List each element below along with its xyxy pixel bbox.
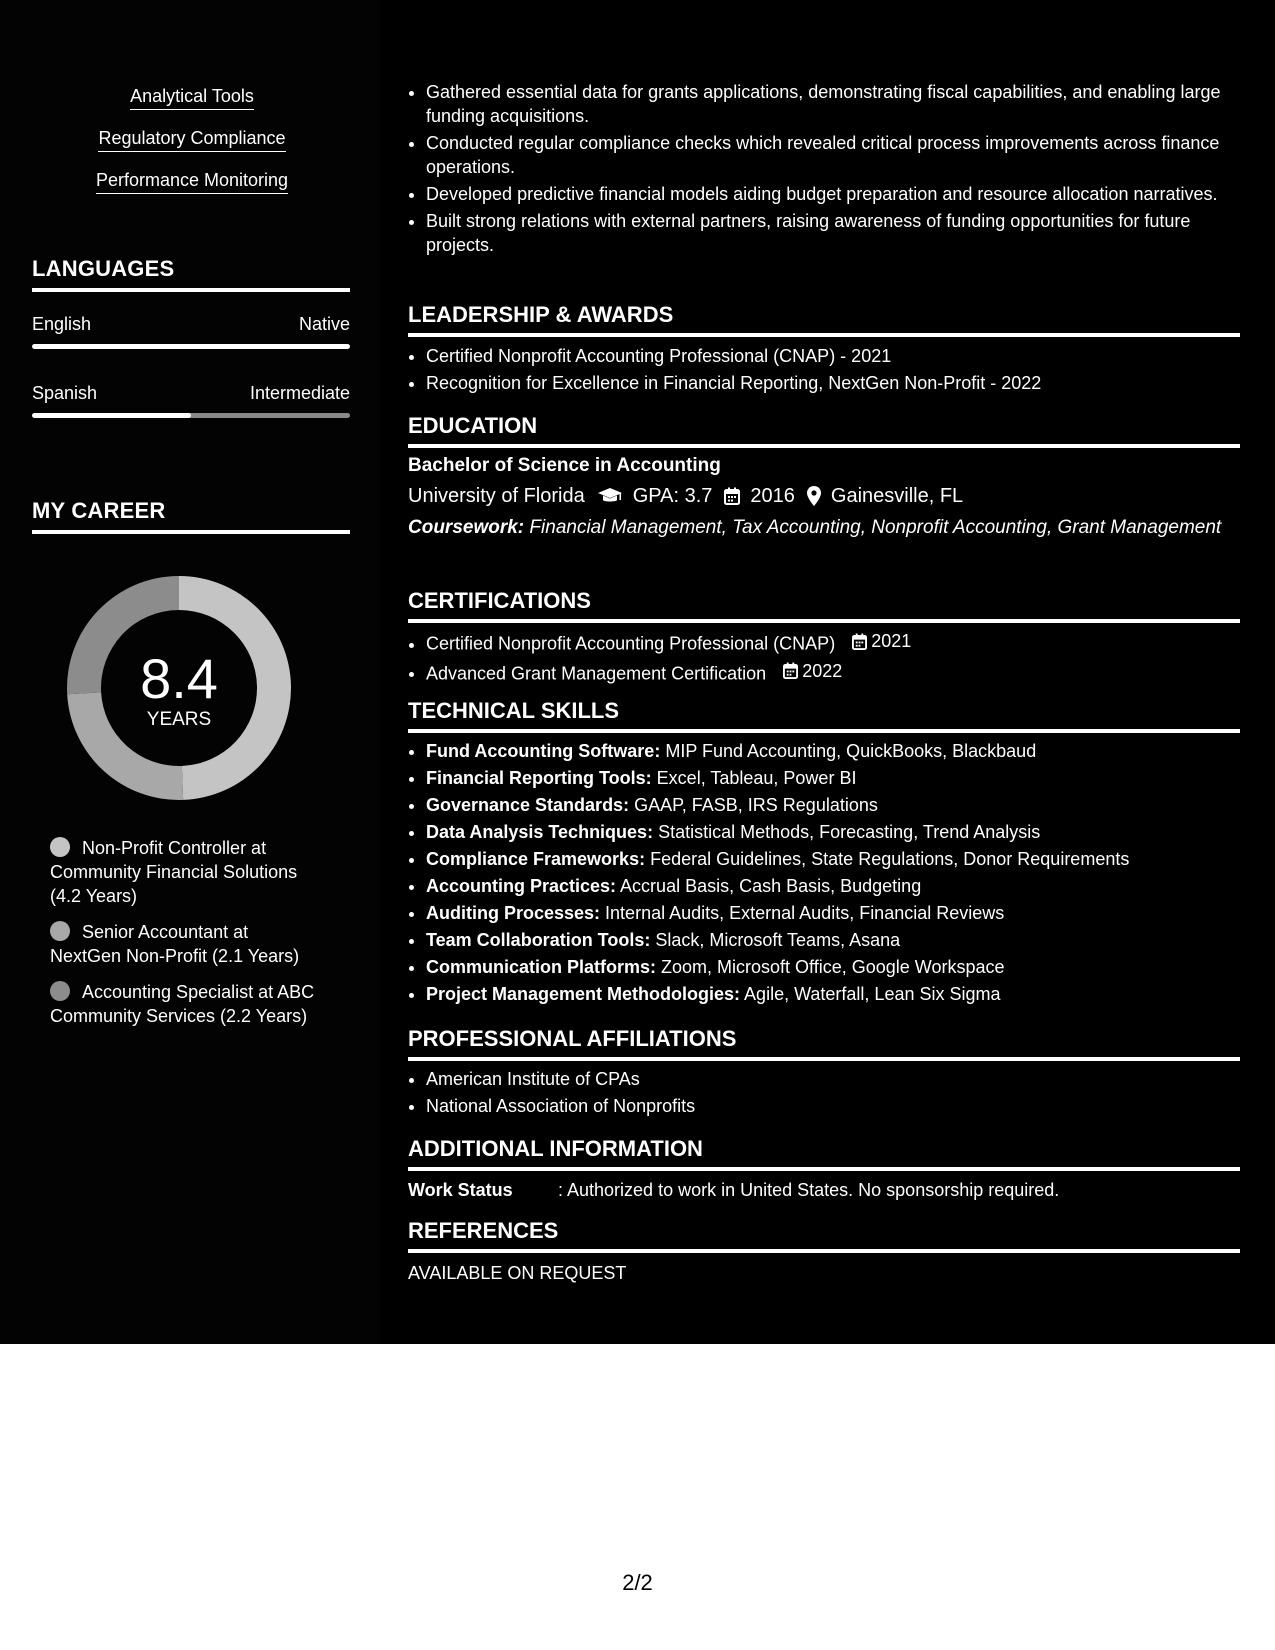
additional-info-heading: ADDITIONAL INFORMATION (408, 1136, 1240, 1171)
skill-link-performance-monitoring[interactable]: Performance Monitoring (96, 170, 288, 194)
work-status-value: : Authorized to work in United States. No sponsorship required. (558, 1180, 1060, 1200)
references-text: AVAILABLE ON REQUEST (408, 1263, 627, 1283)
certification-name: Advanced Grant Management Certification (426, 663, 767, 683)
skill-label: Financial Reporting Tools: (426, 768, 652, 788)
language-bar-english (32, 344, 350, 349)
skill-item (426, 874, 1240, 898)
career-item-text: Non-Profit Controller at Community Financial Solutions (4.2 Years) (50, 838, 298, 906)
skill-item (426, 739, 1240, 763)
career-heading: MY CAREER (32, 498, 350, 534)
language-row-english (32, 314, 350, 335)
coursework-list: Financial Management, Tax Accounting, Nonprofit Accounting, Grant Management (524, 517, 1222, 538)
education-year: 2016 (750, 485, 795, 507)
skill-label: Governance Standards: (426, 795, 630, 815)
career-donut-chart (66, 575, 292, 801)
skill-label: Communication Platforms: (426, 957, 657, 977)
language-level: Intermediate (249, 383, 350, 403)
language-name: Spanish (32, 383, 98, 403)
certifications-section (408, 629, 1240, 688)
education-meta (408, 482, 1240, 510)
career-item (50, 980, 320, 1028)
education-gpa: GPA: 3.7 (632, 485, 713, 507)
language-row-spanish (32, 383, 350, 404)
calendar-icon (724, 487, 740, 505)
language-bar-fill (32, 413, 191, 418)
skill-label: Accounting Practices: (426, 876, 617, 896)
leadership-section (408, 344, 1240, 398)
technical-skills-heading: TECHNICAL SKILLS (408, 698, 1240, 733)
experience-bullet: • Conducted regular compliance checks which revealed critical process improvements across finance operations. (426, 131, 1240, 179)
skill-link-analytical-tools[interactable]: Analytical Tools (130, 86, 254, 110)
main-content (408, 0, 1240, 1344)
work-status-label: Work Status (408, 1180, 513, 1200)
skill-label: Data Analysis Techniques: (426, 822, 654, 842)
skill-value: Accrual Basis, Cash Basis, Budgeting (616, 876, 922, 896)
experience-bullet: • Developed predictive financial models aiding budget preparation and resource allocation narratives. (426, 182, 1240, 206)
affiliations-section (408, 1067, 1240, 1121)
skill-value: Agile, Waterfall, Lean Six Sigma (740, 984, 1001, 1004)
certification-year: 2021 (871, 631, 912, 651)
skill-link-regulatory-compliance[interactable]: Regulatory Compliance (98, 128, 285, 152)
graduation-cap-icon (597, 487, 623, 505)
additional-info-section (408, 1178, 1240, 1202)
certification-date (783, 659, 842, 683)
work-status-row (408, 1178, 1240, 1202)
references-heading: REFERENCES (408, 1218, 1240, 1253)
certification-date (852, 629, 911, 653)
skill-links (32, 86, 352, 212)
language-level: Native (298, 314, 350, 334)
affiliations-heading: PROFESSIONAL AFFILIATIONS (408, 1026, 1240, 1061)
experience-bullets (408, 80, 1240, 260)
skill-item (426, 766, 1240, 790)
career-list (50, 836, 320, 1040)
career-total-years: 8.4 (140, 647, 218, 710)
education-section (408, 454, 1240, 540)
experience-bullet: • Built strong relations with external partners, raising awareness of funding opportunities for future projects. (426, 209, 1240, 257)
leadership-heading: LEADERSHIP & AWARDS (408, 302, 1240, 337)
career-item-text: Accounting Specialist at ABC Community Services (2.2 Years) (50, 982, 315, 1026)
calendar-icon (783, 662, 798, 679)
skill-value: Zoom, Microsoft Office, Google Workspace (656, 957, 1005, 977)
skill-item (426, 928, 1240, 952)
skill-label: Team Collaboration Tools: (426, 930, 651, 950)
career-dot-icon (50, 837, 70, 857)
skill-label: Project Management Methodologies: (426, 984, 741, 1004)
skill-value: MIP Fund Accounting, QuickBooks, Blackbaud (660, 741, 1037, 761)
skill-value: GAAP, FASB, IRS Regulations (629, 795, 878, 815)
career-dot-icon (50, 921, 70, 941)
skill-item (426, 982, 1240, 1006)
education-location: Gainesville, FL (830, 485, 964, 507)
language-bar-fill (32, 344, 350, 349)
skill-value: Federal Guidelines, State Regulations, Donor Requirements (645, 849, 1130, 869)
technical-skills-section (408, 739, 1240, 1009)
language-bar-spanish (32, 413, 350, 418)
certifications-heading: CERTIFICATIONS (408, 588, 1240, 623)
references-section (408, 1261, 1240, 1285)
education-school: University of Florida (408, 485, 585, 507)
page-number: 2/2 (622, 1570, 653, 1595)
career-item-text: Senior Accountant at NextGen Non-Profit (2.1 Years) (50, 922, 300, 966)
affiliation-item: • American Institute of CPAs (426, 1067, 1240, 1091)
skill-label: Fund Accounting Software: (426, 741, 661, 761)
leadership-item: • Certified Nonprofit Accounting Professional (CNAP) - 2021 (426, 344, 1240, 368)
education-degree: Bachelor of Science in Accounting (408, 455, 721, 476)
sidebar (0, 0, 380, 1344)
experience-bullet: • Gathered essential data for grants applications, demonstrating fiscal capabilities, and enabling large funding acquisitions. (426, 80, 1240, 128)
languages-heading: LANGUAGES (32, 256, 350, 292)
coursework-label: Coursework: (408, 517, 525, 538)
certification-item (426, 659, 1240, 686)
affiliation-item: • National Association of Nonprofits (426, 1094, 1240, 1118)
location-pin-icon (807, 486, 821, 506)
skill-item (426, 955, 1240, 979)
skill-label: Compliance Frameworks: (426, 849, 646, 869)
skill-item (426, 847, 1240, 871)
career-dot-icon (50, 981, 70, 1001)
career-item (50, 836, 320, 908)
skill-item (426, 793, 1240, 817)
skill-label: Auditing Processes: (426, 903, 601, 923)
leadership-item: • Recognition for Excellence in Financial Reporting, NextGen Non-Profit - 2022 (426, 371, 1240, 395)
language-name: English (32, 314, 92, 334)
certification-year: 2022 (802, 660, 843, 681)
certification-name: Certified Nonprofit Accounting Professional (CNAP) (426, 633, 836, 654)
education-heading: EDUCATION (408, 413, 1240, 448)
calendar-icon (852, 633, 867, 650)
skill-value: Excel, Tableau, Power BI (651, 768, 857, 788)
career-donut-center (66, 575, 292, 801)
career-item (50, 920, 320, 968)
skill-value: Statistical Methods, Forecasting, Trend Analysis (653, 822, 1041, 842)
certification-item (426, 629, 1240, 656)
skill-item (426, 820, 1240, 844)
skill-value: Slack, Microsoft Teams, Asana (650, 930, 901, 950)
education-coursework (408, 516, 1240, 540)
career-years-label: YEARS (146, 709, 212, 730)
skill-value: Internal Audits, External Audits, Financial Reviews (600, 903, 1005, 923)
skill-item (426, 901, 1240, 925)
